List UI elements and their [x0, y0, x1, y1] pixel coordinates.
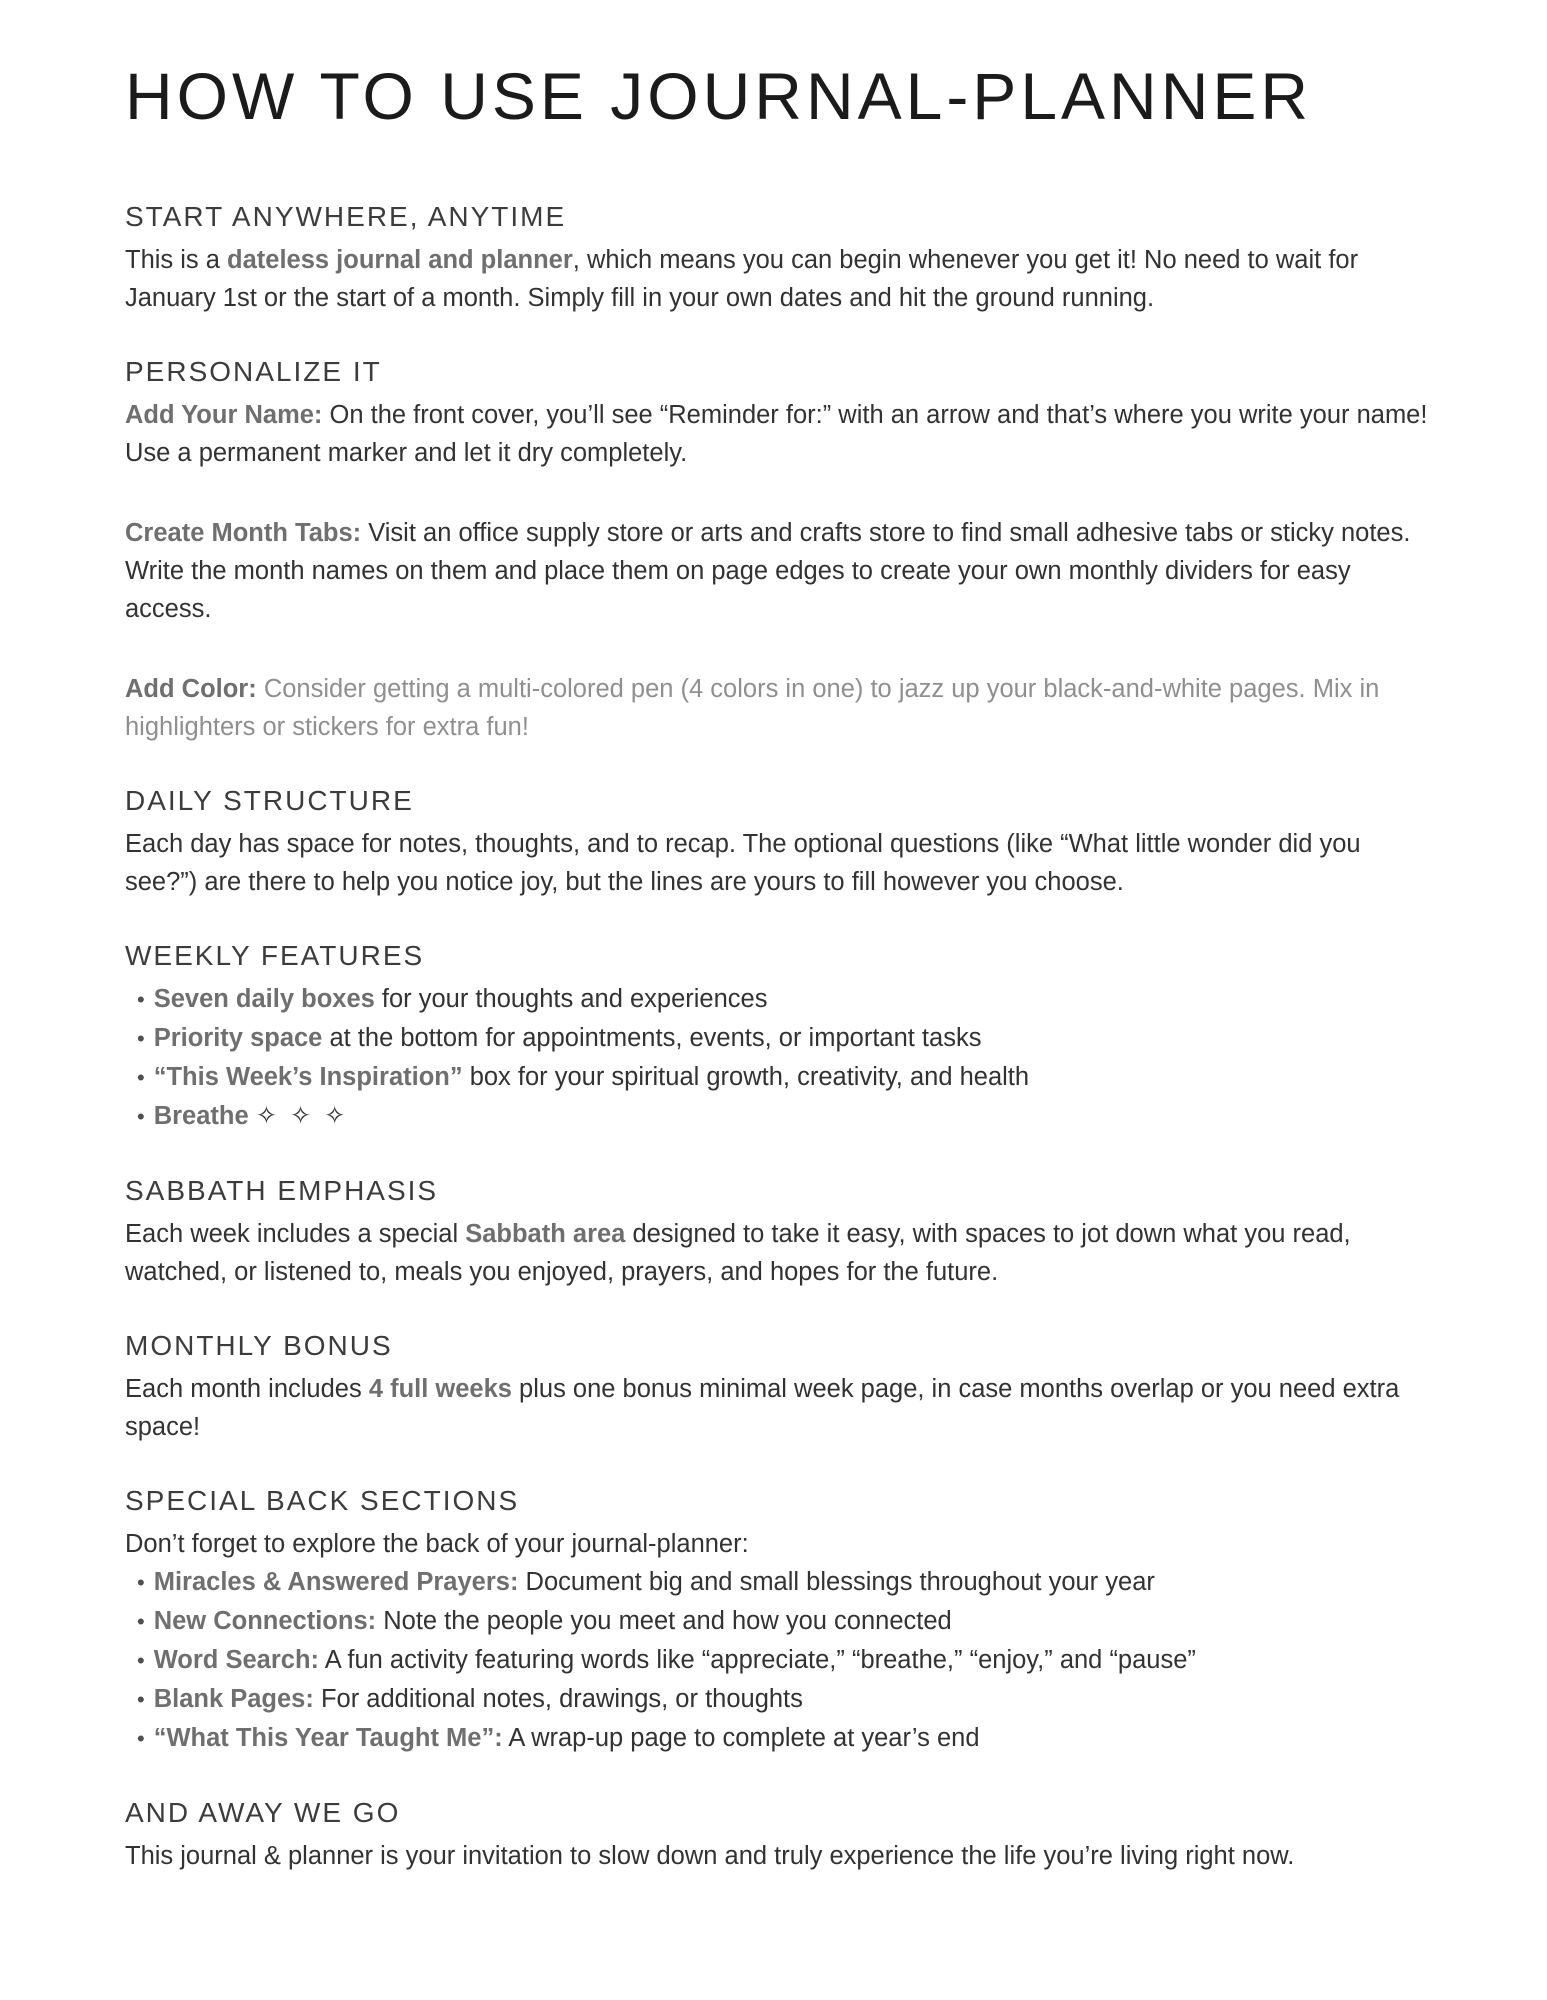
section-special-back — [125, 1482, 1437, 1758]
bold-lead: Word Search: — [153, 1646, 320, 1674]
text-segment: Document big and small blessings throughout your year — [518, 1568, 1155, 1596]
paragraph — [125, 241, 1437, 317]
section-heading: AND AWAY WE GO — [125, 1797, 401, 1828]
text-segment: plus one bonus minimal week page, in case months overlap or you need extra space! — [125, 1375, 1400, 1441]
paragraph: Each day has space for notes, thoughts, and to recap. The optional questions (like “What little wonder did you see?”) are there to help you notice joy, but the lines are yours to fill however you choose. — [125, 830, 1361, 896]
bold-lead: Miracles & Answered Prayers: — [153, 1568, 519, 1596]
paragraph — [125, 1215, 1437, 1291]
sparkle-diamonds-icon: ✧ ✧ ✧ — [248, 1102, 346, 1130]
text-segment: Each month includes — [125, 1375, 369, 1403]
bold-lead: “This Week’s Inspiration” — [153, 1063, 463, 1091]
text-segment: Note the people you meet and how you connected — [376, 1607, 952, 1635]
paragraph-create-month-tabs — [125, 514, 1437, 628]
text-segment: A fun activity featuring words like “appreciate,” “breathe,” “enjoy,” and “pause” — [319, 1646, 1196, 1674]
section-heading: WEEKLY FEATURES — [125, 940, 425, 971]
section-heading: SABBATH EMPHASIS — [125, 1175, 439, 1206]
bold-lead: 4 full weeks — [368, 1375, 512, 1403]
text-segment: , which means you can begin whenever you get it! No need to wait for January 1st or the start of a month. Simply fill in your own dates and hit the ground running. — [125, 246, 1359, 312]
bold-lead: “What This Year Taught Me”: — [153, 1724, 503, 1752]
paragraph — [125, 1370, 1437, 1446]
section-heading: SPECIAL BACK SECTIONS — [125, 1485, 520, 1516]
section-heading: DAILY STRUCTURE — [125, 785, 414, 816]
bullet-item — [125, 980, 1437, 1019]
bold-lead: Breathe — [153, 1102, 249, 1130]
bold-lead: Priority space — [153, 1024, 323, 1052]
section-start-anywhere — [125, 198, 1437, 317]
section-heading: START ANYWHERE, ANYTIME — [125, 201, 567, 232]
bullet-item — [125, 1602, 1437, 1641]
text-segment: A wrap-up page to complete at year’s end — [502, 1724, 980, 1752]
text-segment: Visit an office supply store or arts and crafts store to find small adhesive tabs or sticky notes. Write the month names on them and place them on page edges to create your own monthly dividers for easy access. — [125, 519, 1411, 623]
bullet-item — [125, 1719, 1437, 1758]
section-monthly-bonus — [125, 1327, 1437, 1446]
text-segment: at the bottom for appointments, events, or important tasks — [322, 1024, 982, 1052]
text-segment: On the front cover, you’ll see “Reminder for:” with an arrow and that’s where you write your name! Use a permanent marker and let it dry completely. — [125, 401, 1428, 467]
bold-lead: Add Your Name: — [125, 401, 323, 429]
text-segment: For additional notes, drawings, or thoughts — [313, 1685, 803, 1713]
text-segment: designed to take it easy, with spaces to jot down what you read, watched, or listened to, meals you enjoyed, prayers, and hopes for the future. — [125, 1220, 1351, 1286]
text-segment: Each week includes a special — [125, 1220, 466, 1248]
bullet-item — [125, 1019, 1437, 1058]
paragraph-add-your-name — [125, 396, 1437, 472]
page-title: HOW TO USE JOURNAL-PLANNER — [125, 59, 1313, 133]
bullet-item-breathe — [125, 1097, 1437, 1136]
bullet-item — [125, 1641, 1437, 1680]
section-sabbath-emphasis — [125, 1172, 1437, 1291]
text-segment: This is a — [125, 246, 228, 274]
section-weekly-features — [125, 937, 1437, 1136]
text-segment: box for your spiritual growth, creativity, and health — [462, 1063, 1030, 1091]
bold-lead: Blank Pages: — [153, 1685, 314, 1713]
bold-lead: Seven daily boxes — [153, 985, 375, 1013]
paragraph: This journal & planner is your invitation to slow down and truly experience the life you’re living right now. — [125, 1842, 1295, 1870]
paragraph-intro: Don’t forget to explore the back of your journal-planner: — [125, 1530, 749, 1558]
bold-lead: New Connections: — [153, 1607, 377, 1635]
text-segment: Consider getting a multi-colored pen (4 colors in one) to jazz up your black-and-white pages. Mix in highlighters or stickers for extra fun! — [125, 675, 1380, 741]
section-heading: PERSONALIZE IT — [125, 356, 382, 387]
bullet-item — [125, 1563, 1437, 1602]
section-daily-structure — [125, 782, 1437, 901]
bullet-list — [125, 980, 1437, 1136]
bullet-item — [125, 1680, 1437, 1719]
bullet-list — [125, 1563, 1437, 1758]
section-heading: MONTHLY BONUS — [125, 1330, 393, 1361]
bold-lead: Sabbath area — [465, 1220, 626, 1248]
bold-lead: Add Color: — [125, 675, 257, 703]
section-personalize — [125, 353, 1437, 746]
section-and-away-we-go — [125, 1794, 1437, 1875]
text-segment: for your thoughts and experiences — [374, 985, 768, 1013]
bold-lead: Create Month Tabs: — [125, 519, 362, 547]
bold-lead: dateless journal and planner — [227, 246, 573, 274]
bullet-item — [125, 1058, 1437, 1097]
paragraph-add-color — [125, 670, 1437, 746]
